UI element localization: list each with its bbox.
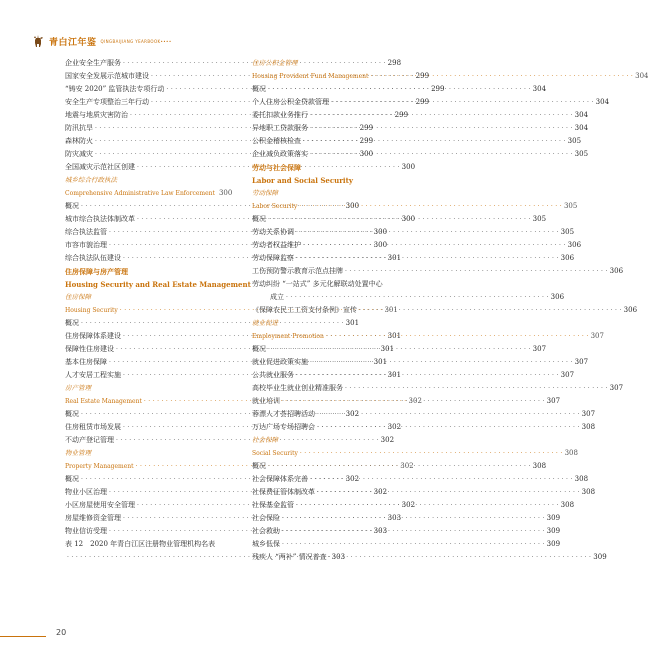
toc-entry-page: 302 xyxy=(400,462,414,470)
dot-leader xyxy=(296,499,559,512)
toc-entry-page: 302 xyxy=(345,410,360,418)
toc-entry-title: 就业培训 xyxy=(252,397,280,405)
toc-entry-title: 残疾人 “两补” 情况普查 xyxy=(252,553,327,561)
toc-entry-page: 300 xyxy=(373,228,388,236)
toc-entry-title: 劳动关系协调 xyxy=(252,228,294,236)
toc-entry-title: 住房租赁市场发展 xyxy=(65,423,121,431)
toc-entry-page: 301 xyxy=(373,358,388,366)
toc-entry xyxy=(252,317,435,330)
toc-entry-title: 综合执法队伍建设 xyxy=(65,254,121,262)
toc-entry-page: 306 xyxy=(560,254,575,262)
toc-entry-page: 302 xyxy=(373,488,388,496)
toc-entry xyxy=(252,551,607,564)
toc-entry-title: 地震与地质灾害防治 xyxy=(65,111,128,119)
toc-entry-page: 305 xyxy=(560,228,575,236)
toc-entry xyxy=(252,226,575,239)
toc-entry xyxy=(65,265,232,278)
toc-entry xyxy=(252,252,575,265)
toc-entry-title: 企业安全生产服务 xyxy=(65,59,121,67)
toc-entry-page: 299 xyxy=(359,137,374,145)
toc-entry-title: 不动产登记管理 xyxy=(65,436,114,444)
toc-entry-title: 劳动保障 xyxy=(252,189,278,197)
toc-entry-page: 309 xyxy=(546,527,561,535)
toc-entry-title: 概况 xyxy=(65,410,79,418)
toc-entry xyxy=(252,122,589,135)
dot-leader xyxy=(296,226,559,239)
toc-entry xyxy=(252,330,604,343)
toc-entry xyxy=(252,239,582,252)
toc-entry xyxy=(65,447,232,460)
toc-entry-title: 综合执法监管 xyxy=(65,228,107,236)
toc-entry-page: 302 xyxy=(401,501,416,509)
toc-entry-page: 301 xyxy=(384,306,398,314)
toc-entry-title: Housing Provident Fund Management xyxy=(252,73,369,80)
toc-entry-title: Housing Security xyxy=(65,307,118,314)
toc-entry-title: Comprehensive Administrative Law Enforcement xyxy=(65,190,215,197)
toc-entry-page: 307 xyxy=(581,410,596,418)
toc-entry-page: 303 xyxy=(373,527,388,535)
dot-leader xyxy=(310,356,573,369)
dot-leader xyxy=(303,239,566,252)
toc-entry-title: 成立 xyxy=(270,293,284,301)
toc-entry-title: 公积金稽核检查 xyxy=(252,137,301,145)
toc-entry-page: 300 xyxy=(373,241,388,249)
toc-entry-title: 异地职工贷款服务 xyxy=(252,124,308,132)
toc-entry xyxy=(252,135,582,148)
toc-entry-title: Labor Security xyxy=(252,203,298,210)
toc-entry-title: 城市综合执法体制改革 xyxy=(65,215,135,223)
dot-leader xyxy=(310,122,573,135)
dot-leader xyxy=(282,525,545,538)
toc-entry-title: “铸安 2020” 监管执法专项行动 xyxy=(65,85,165,93)
toc-entry xyxy=(252,109,589,122)
dot-leader xyxy=(303,135,566,148)
page-number: 20 xyxy=(56,628,67,637)
toc-entry-title: 劳动与社会保障 xyxy=(252,163,301,172)
dot-leader xyxy=(296,369,559,382)
toc-entry xyxy=(252,447,578,460)
toc-entry-page: 308 xyxy=(532,462,547,470)
toc-entry-page: 299 xyxy=(394,111,409,119)
deer-logo-icon xyxy=(30,33,46,49)
toc-entry xyxy=(252,96,610,109)
dot-leader xyxy=(282,512,545,525)
toc-entry-title: 物业信访受理 xyxy=(65,527,107,535)
dot-leader xyxy=(317,486,580,499)
toc-entry-title: 就业促进政策实施 xyxy=(252,358,308,366)
dot-leader xyxy=(296,252,559,265)
dot-leader xyxy=(310,473,573,486)
toc-entry xyxy=(65,278,251,291)
dot-leader xyxy=(282,538,545,551)
toc-entry-page: 307 xyxy=(546,397,561,405)
toc-entry xyxy=(252,512,561,525)
toc-entry-page: 305 xyxy=(567,137,582,145)
toc-entry-title: 社会保障 xyxy=(252,436,278,444)
toc-entry-page: 300 xyxy=(218,189,233,197)
toc-entry-title: 安全生产专项整治三年行动 xyxy=(65,98,149,106)
toc-entry-page: 306 xyxy=(609,267,624,275)
toc-entry-page: 300 xyxy=(401,163,416,171)
toc-entry-title: 住房保障体系建设 xyxy=(65,332,121,340)
toc-entry-page: 300 xyxy=(359,150,374,158)
toc-entry-title: Social Security xyxy=(252,450,298,457)
toc-entry xyxy=(252,174,435,187)
toc-entry xyxy=(252,343,547,356)
toc-entry xyxy=(252,369,575,382)
toc-entry-page: 309 xyxy=(546,540,561,548)
toc-entry-title: 工伤预防警示教育示范点挂牌 xyxy=(252,267,343,275)
toc-entry-title: 概况 xyxy=(252,215,266,223)
dot-leader xyxy=(329,551,592,564)
toc-entry xyxy=(252,473,589,486)
toc-entry xyxy=(252,213,547,226)
yearbook-subtitle: QINGBAIJIANG YEARBOOK•••• xyxy=(100,38,172,44)
toc-entry xyxy=(252,187,435,200)
toc-entry-title: 就业促进 xyxy=(252,319,278,327)
toc-entry xyxy=(252,499,575,512)
toc-entry-title: 物业小区治理 xyxy=(65,488,107,496)
toc-entry-page: 305 xyxy=(532,215,547,223)
dot-leader xyxy=(300,447,563,460)
toc-entry-title: 概况 xyxy=(252,462,266,470)
toc-entry-title: 劳动保障监察 xyxy=(252,254,294,262)
dot-leader xyxy=(268,83,531,96)
toc-entry-page: 305 xyxy=(574,150,589,158)
toc-entry-page: 309 xyxy=(593,553,607,561)
toc-entry xyxy=(252,70,648,83)
toc-entry-title: Housing Security and Real Estate Management xyxy=(65,280,251,289)
dot-leader xyxy=(268,213,531,226)
toc-entry-title: 社保基金监管 xyxy=(252,501,294,509)
toc-entry xyxy=(65,538,232,551)
toc-entry-page: 300 xyxy=(401,215,416,223)
toc-entry-title: Real Estate Management xyxy=(65,398,142,405)
toc-entry-title: 社会救助 xyxy=(252,527,280,535)
toc-entry-page: 306 xyxy=(623,306,638,314)
toc-entry-title: 概况 xyxy=(65,475,79,483)
toc-entry-page: 302 xyxy=(380,436,395,444)
toc-entry-page: 308 xyxy=(581,488,596,496)
toc-entry-page: 301 xyxy=(345,319,360,327)
toc-entry-page: 308 xyxy=(574,475,589,483)
toc-entry-title: 表 12 2020 年青白江区注册物业管理机构名表 xyxy=(65,540,216,548)
toc-entry-page: 302 xyxy=(345,475,360,483)
toc-entry xyxy=(252,265,624,278)
toc-entry-title: 概况 xyxy=(252,85,266,93)
dot-leader xyxy=(359,304,622,317)
toc-entry-page: 302 xyxy=(408,397,422,405)
toc-entry-page: 304 xyxy=(574,124,589,132)
toc-entry-title: 防汛抗旱 xyxy=(65,124,93,132)
toc-entry-title: 社保费征管体制改革 xyxy=(252,488,315,496)
toc-entry-title: 住房公积金管理 xyxy=(252,59,298,67)
toc-entry-title: 城乡低保 xyxy=(252,540,280,548)
toc-entry-page: 308 xyxy=(581,423,596,431)
toc-entry-title: 房屋维修资金管理 xyxy=(65,514,121,522)
toc-entry-page: 301 xyxy=(387,371,402,379)
footer-rule xyxy=(0,636,46,637)
toc-entry-title: 基本住房保障 xyxy=(65,358,107,366)
toc-entry-title: Property Management xyxy=(65,463,134,470)
dot-leader xyxy=(299,200,562,213)
toc-entry-title: 全国减灾示范社区创建 xyxy=(65,163,135,171)
toc-entry-title: 蓉漂人才荟招聘活动 xyxy=(252,410,315,418)
toc-entry-title: 万达广场专场招聘会 xyxy=(252,423,315,431)
toc-entry-page: 304 xyxy=(635,72,648,80)
dot-leader xyxy=(326,330,589,343)
toc-entry xyxy=(252,486,596,499)
yearbook-title: 青白江年鉴 xyxy=(49,37,97,48)
dot-leader xyxy=(331,96,594,109)
dot-leader xyxy=(345,382,608,395)
toc-entry xyxy=(252,57,435,70)
toc-entry xyxy=(252,200,578,213)
toc-entry xyxy=(252,304,638,317)
toc-entry-page: 307 xyxy=(590,332,604,340)
toc-entry-page: 304 xyxy=(574,111,589,119)
toc-entry-page: 303 xyxy=(331,553,346,561)
toc-entry xyxy=(252,408,596,421)
toc-entry-title: 防灾减灾 xyxy=(65,150,93,158)
toc-entry-title: 国家安全发展示范城市建设 xyxy=(65,72,149,80)
yearbook-header xyxy=(30,34,172,48)
toc-entry xyxy=(252,382,624,395)
toc-entry xyxy=(252,434,435,447)
toc-entry-page: 305 xyxy=(563,202,578,210)
toc-entry-page: 309 xyxy=(546,514,561,522)
toc-entry-title: 公共就业服务 xyxy=(252,371,294,379)
toc-entry-page: 298 xyxy=(387,59,402,67)
toc-entry xyxy=(252,395,561,408)
toc-entry xyxy=(252,278,435,291)
toc-entry-title: 社会保险 xyxy=(252,514,280,522)
toc-entry xyxy=(252,421,596,434)
toc-entry-title: 市容市貌治理 xyxy=(65,241,107,249)
toc-entry-page: 299 xyxy=(415,98,430,106)
toc-entry-title: 概况 xyxy=(65,202,79,210)
toc-entry-title: 社会保障体系完善 xyxy=(252,475,308,483)
dot-leader xyxy=(345,265,608,278)
toc-entry-page: 303 xyxy=(387,514,402,522)
toc-entry-title: 劳动纠纷 “一站式” 多元化解联动处置中心 xyxy=(252,280,383,288)
toc-entry-title: 概况 xyxy=(65,319,79,327)
toc-entry-page: 301 xyxy=(387,332,402,340)
toc-entry-title: 住房保障 xyxy=(65,293,91,301)
toc-entry xyxy=(252,148,589,161)
toc-entry-page: 308 xyxy=(564,449,578,457)
toc-entry-page: 301 xyxy=(380,345,395,353)
toc-entry-page: 299 xyxy=(359,124,374,132)
toc-entry-title: 《保障农民工工资支付条例》宣传 xyxy=(252,306,357,314)
toc-entry-page: 301 xyxy=(387,254,402,262)
dot-leader xyxy=(310,148,573,161)
dot-leader xyxy=(268,460,531,473)
toc-entry-page: 306 xyxy=(550,293,565,301)
dot-leader xyxy=(282,395,545,408)
toc-entry-page: 307 xyxy=(574,358,589,366)
toc-entry-page: 306 xyxy=(567,241,582,249)
toc-entry-title: Labor and Social Security xyxy=(252,176,353,185)
toc-entry-title: Employment Promotion xyxy=(252,333,324,340)
toc-entry-title: 保障性住房建设 xyxy=(65,345,114,353)
toc-entry-title: 委托扣款业务推行 xyxy=(252,111,308,119)
dot-leader xyxy=(317,408,580,421)
toc-entry-title: 企业减负政策落实 xyxy=(252,150,308,158)
toc-entry-title: 个人住房公积金贷款管理 xyxy=(252,98,329,106)
toc-entry xyxy=(252,161,435,174)
toc-entry-page: 307 xyxy=(609,384,624,392)
toc-entry-title: 高校毕业生就业创业精准服务 xyxy=(252,384,343,392)
toc-entry-title: 住房保障与房产管理 xyxy=(65,267,128,276)
toc-entry-title: 物业管理 xyxy=(65,449,91,457)
toc-entry-title: 小区房屋使用安全管理 xyxy=(65,501,135,509)
toc-entry xyxy=(252,460,547,473)
toc-entry xyxy=(252,538,561,551)
toc-entry-title: 概况 xyxy=(252,345,266,353)
toc-entry-page: 302 xyxy=(387,423,402,431)
toc-entry xyxy=(65,291,232,304)
toc-entry-title: 劳动者权益维护 xyxy=(252,241,301,249)
toc-entry-title: 森林防火 xyxy=(65,137,93,145)
toc-entry xyxy=(252,525,561,538)
dot-leader xyxy=(370,70,633,83)
dot-leader xyxy=(286,291,549,304)
toc-entry-page: 299 xyxy=(415,72,430,80)
toc-entry xyxy=(252,356,589,369)
toc-entry xyxy=(65,382,232,395)
dot-leader xyxy=(317,421,580,434)
toc-entry-page: 300 xyxy=(345,202,360,210)
toc-entry xyxy=(252,291,565,304)
dot-leader xyxy=(310,109,573,122)
toc-entry-page: 304 xyxy=(595,98,610,106)
toc-entry-title: 人才安居工程实施 xyxy=(65,371,121,379)
toc-entry xyxy=(65,187,232,200)
toc-entry-title: 城乡综合行政执法 xyxy=(65,176,117,184)
toc-entry xyxy=(65,174,232,187)
dot-leader xyxy=(268,343,531,356)
toc-entry-page: 299 xyxy=(431,85,445,93)
toc-entry-page: 307 xyxy=(532,345,547,353)
toc-entry-page: 304 xyxy=(532,85,547,93)
toc-entry-page: 308 xyxy=(560,501,575,509)
toc-entry-page: 307 xyxy=(560,371,575,379)
toc-entry-title: 房产管理 xyxy=(65,384,91,392)
